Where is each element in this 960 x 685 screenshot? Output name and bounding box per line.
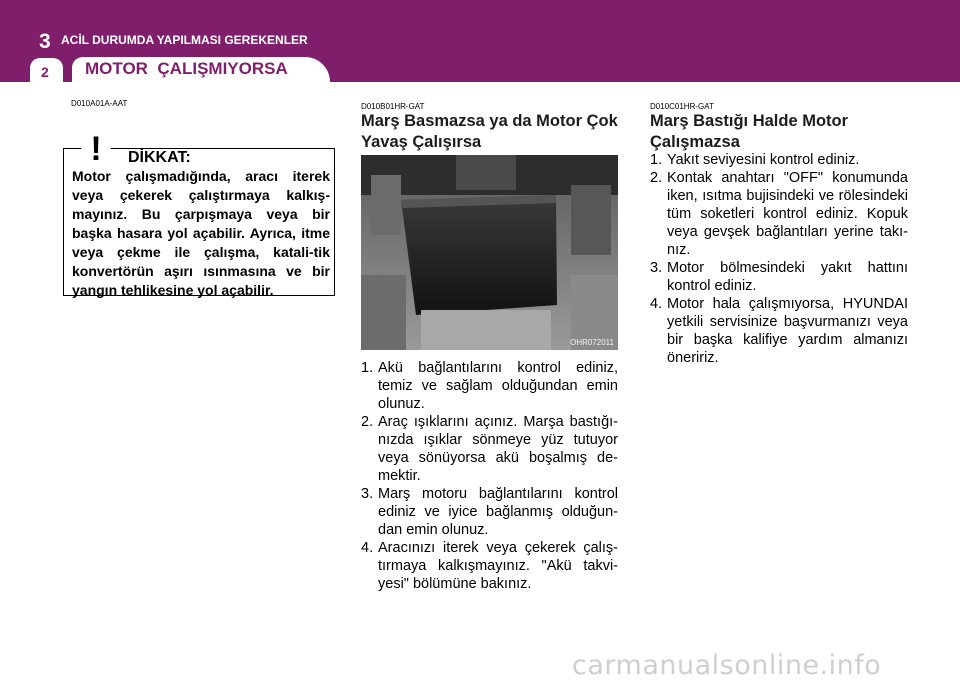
section-heading: Marş Basmazsa ya da Motor Çok Yavaş Çalışırsa [361,112,618,151]
svg-text:!: ! [90,130,102,166]
section-code: D010B01HR-GAT [361,102,425,111]
battery-photo [361,155,618,350]
list-item: 3. Marş motoru bağlantılarını kontrol ediniz ve iyice bağlanmış olduğun-dan emin olunuz. [361,486,618,538]
list-item: 3. Motor bölmesindeki yakıt hattını kontrol ediniz. [650,260,908,294]
engine-bay-illustration [361,155,618,350]
list-item: 4. Aracınızı iterek veya çekerek çalış-tırmaya kalkışmayınız. "Akü takvi-yesi" bölümüne bakınız. [361,540,618,592]
warning-triangle-icon [72,124,120,166]
list-item: 4. Motor hala çalışmıyorsa, HYUNDAI yetkili servisinize başvurmanızı veya bir başka kalifiye yardım almanızı öneririz. [650,296,908,366]
image-label: OHR072011 [570,338,614,347]
list-item: 2. Araç ışıklarını açınız. Marşa bastığı-nızda ışıklar sönmeye yüz tutuyor veya sönüyorsa akü boşalmış de-mektir. [361,414,618,484]
section-code: D010A01A-AAT [71,99,128,108]
step-list [650,151,908,367]
list-item: 1. Yakıt seviyesini kontrol ediniz. [650,152,860,168]
chapter-number: 3 [39,30,51,53]
section-heading: Marş Bastığı Halde Motor Çalışmazsa [650,112,849,151]
section-code: D010C01HR-GAT [650,102,714,111]
watermark: carmanualsonline.info [572,650,882,681]
list-item: 2. Kontak anahtarı "OFF" konumunda iken, ısıtma bujisindeki ve rölesindeki tüm soketleri kontrol ediniz. Kopuk veya gevşek bağlantıları yerine takı-nız. [650,170,908,258]
page-number: 2 [41,64,49,80]
warning-text: Motor çalışmadığında, aracı iterek veya çekerek çalıştırmaya kalkış-mayınız. Bu çarpışmaya veya bir başka hasara yol açabilir. Ayrıca, itme veya çekme ile çalışma, katali-tik konvertörün aşırı ısınmasına ve bir yangın tehlikesine yol açabilir. [72,168,330,298]
warning-title: DİKKAT: [128,149,191,166]
section-title: MOTOR ÇALIŞMIYORSA [85,59,288,78]
list-item: 1. Akü bağlantılarını kontrol ediniz, temiz ve sağlam olduğundan emin olunuz. [361,360,618,412]
step-list [361,359,618,593]
chapter-title: ACİL DURUMDA YAPILMASI GEREKENLER [61,33,308,47]
